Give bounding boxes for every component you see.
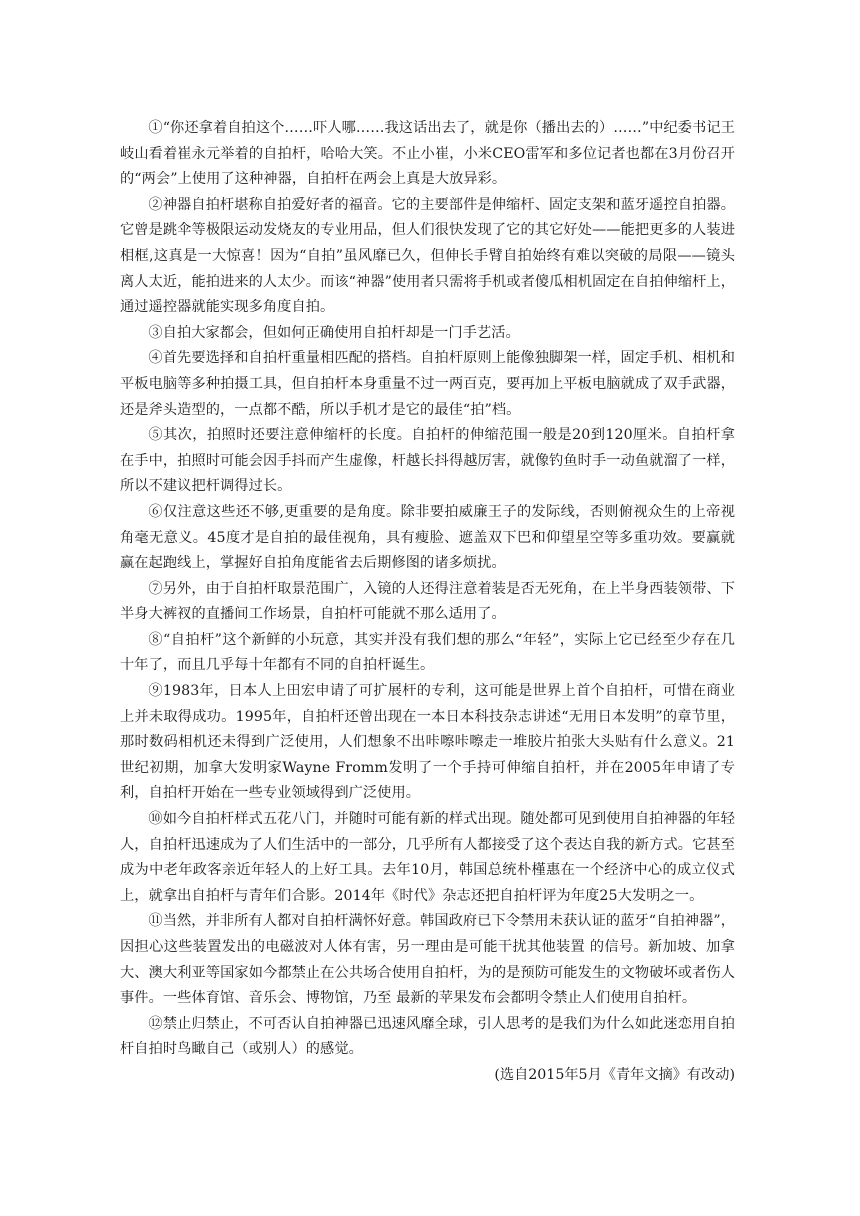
paragraph-6: ⑥仅注意这些还不够,更重要的是角度。除非要拍威廉王子的发际线，否则俯视众生的上帝视角毫无意义。45度才是自拍的最佳视角，具有瘦脸、遮盖双下巴和仰望星空等多重功效。要赢就赢在起跑线上，掌握好自拍角度能省去后期修图的诸多烦扰。 (120, 503, 735, 572)
paragraph-8: ⑧“自拍杆”这个新鲜的小玩意，其实并没有我们想的那么“年轻”，实际上它已经至少存在几十年了，而且几乎每十年都有不同的自拍杆诞生。 (120, 631, 735, 674)
paragraph-9: ⑨1983年，日本人上田宏申请了可扩展杆的专利，这可能是世界上首个自拍杆，可惜在商业上并未取得成功。1995年，自拍杆还曾出现在一本日本科技杂志讲述“无用日本发明”的章节里，那时数码相机还未得到广泛使用，人们想象不出咔嚓咔嚓走一堆胶片拍张大头贴有什么意义。21世纪初期，加拿大发明家Wayne Fromm发明了一个手持可伸缩自拍杆，并在2005年申请了专利，自拍杆开始在一些专业领域得到广泛使用。 (120, 683, 735, 802)
paragraph-1: ①“你还拿着自拍这个……吓人哪……我这话出去了，就是你（播出去的）……”中纪委书记王岐山看着崔永元举着的自拍杆，哈哈大笑。不止小崔，小米CEO雷军和多位记者也都在3月份召开的“两会”上使用了这种神器，自拍杆在两会上真是大放异彩。 (120, 120, 735, 188)
paragraph-12: ⑫禁止归禁止，不可否认自拍神器已迅速风靡全球，引人思考的是我们为什么如此迷恋用自拍杆自拍时鸟瞰自己（或别人）的感觉。 (120, 1015, 735, 1058)
paragraph-5: ⑤其次，拍照时还要注意伸缩杆的长度。自拍杆的伸缩范围一般是20到120厘米。自拍杆拿在手中，拍照时可能会因手抖而产生虚像，杆越长抖得越厉害，就像钓鱼时手一动鱼就溜了一样，所以不建议把杆调得过长。 (120, 427, 735, 495)
paragraph-4: ④首先要选择和自拍杆重量相匹配的搭档。自拍杆原则上能像独脚架一样，固定手机、相机和平板电脑等多种拍摄工具，但自拍杆本身重量不过一两百克，要再加上平板电脑就成了双手武器，还是斧头造型的，一点都不酷，所以手机才是它的最佳“拍”档。 (120, 350, 735, 418)
paragraph-7: ⑦另外，由于自拍杆取景范围广，入镜的人还得注意着装是否无死角，在上半身西装领带、下半身大裤衩的直播间工作场景，自拍杆可能就不那么适用了。 (120, 580, 735, 623)
article-body (120, 116, 735, 1089)
source-citation: (选自2015年5月《青年文摘》有改动) (494, 1066, 735, 1083)
paragraph-10: ⑩如今自拍杆样式五花八门，并随时可能有新的样式出现。随处都可见到使用自拍神器的年轻人，自拍杆迅速成为了人们生活中的一部分，几乎所有人都接受了这个表达自我的新方式。它甚至成为中老年政客亲近年轻人的上好工具。去年10月，韩国总统朴槿惠在一个经济中心的成立仪式上，就拿出自拍杆与青年们合影。2014年《时代》杂志还把自拍杆评为年度25大发明之一。 (120, 811, 735, 904)
paragraph-11: ⑪当然，并非所有人都对自拍杆满怀好意。韩国政府已下令禁用未获认证的蓝牙“自拍神器”，因担心这些装置发出的电磁波对人体有害，另一理由是可能干扰其他装置 的信号。新加坡、加拿大、澳大利亚等国家如今都禁止在公共场合使用自拍杆，为的是预防可能发生的文物破坏或者伤人事件。一些体育馆、音乐会、博物馆，乃至 最新的苹果发布会都明令禁止人们使用自拍杆。 (120, 913, 735, 1007)
paragraph-2: ②神器自拍杆堪称自拍爱好者的福音。它的主要部件是伸缩杆、固定支架和蓝牙遥控自拍器。它曾是跳伞等极限运动发烧友的专业用品，但人们很快发现了它的其它好处——能把更多的人装进相框,这真是一大惊喜！因为“自拍”虽风靡已久，但伸长手臂自拍始终有难以突破的局限——镜头离人太近，能拍进来的人太少。而该“神器”使用者只需将手机或者傻瓜相机固定在自拍伸缩杆上，通过遥控器就能实现多角度自拍。 (120, 196, 735, 316)
paragraph-3: ③自拍大家都会，但如何正确使用自拍杆却是一门手艺活。 (148, 324, 520, 341)
